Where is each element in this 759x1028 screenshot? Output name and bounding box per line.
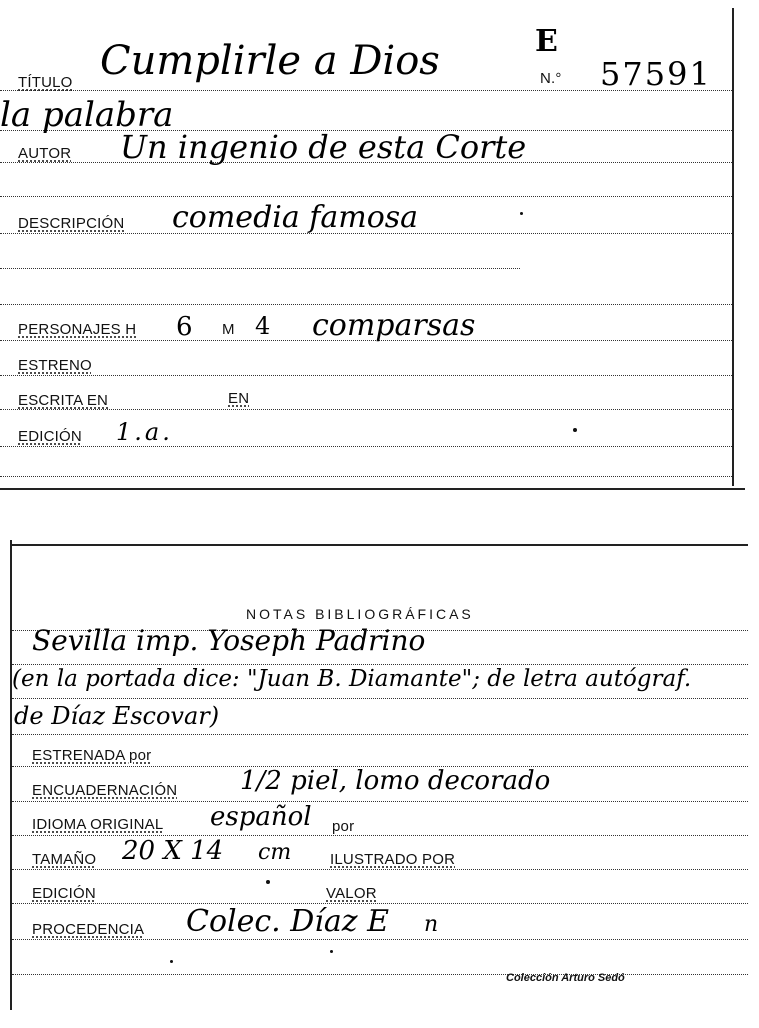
ruled-line bbox=[0, 196, 732, 197]
personajes-m-value: 4 bbox=[255, 312, 271, 340]
numero-value: 57591 bbox=[600, 55, 712, 93]
numero-label: N.° bbox=[540, 70, 562, 87]
catalog-card-top bbox=[0, 0, 740, 492]
ruled-line bbox=[0, 304, 732, 305]
ruled-line bbox=[12, 974, 748, 975]
procedencia-value: Colec. Díaz E bbox=[186, 904, 390, 939]
series-letter: E bbox=[535, 24, 558, 59]
ruled-line bbox=[12, 734, 748, 735]
ruled-line bbox=[12, 801, 748, 802]
en-label: EN bbox=[228, 390, 250, 407]
ilustrado-label: ILUSTRADO POR bbox=[330, 851, 456, 868]
escrita-en-label: ESCRITA EN bbox=[18, 392, 109, 409]
card-top-border bbox=[10, 544, 748, 546]
notas-heading: NOTAS BIBLIOGRÁFICAS bbox=[246, 606, 474, 622]
valor-label: VALOR bbox=[326, 885, 377, 902]
idioma-value: español bbox=[210, 802, 312, 832]
ruled-line bbox=[0, 409, 732, 410]
estreno-label: ESTRENO bbox=[18, 357, 92, 374]
titulo-value-line1: Cumplirle a Dios bbox=[100, 38, 440, 84]
ruled-line bbox=[12, 869, 748, 870]
ruled-line bbox=[12, 939, 748, 940]
ruled-line bbox=[0, 268, 520, 269]
edicion-value: 1.a. bbox=[116, 418, 173, 446]
ruled-line bbox=[0, 375, 732, 376]
ink-speck bbox=[266, 880, 270, 884]
titulo-label: TÍTULO bbox=[18, 74, 73, 91]
catalog-card-bottom bbox=[10, 540, 750, 1015]
estrenada-label: ESTRENADA por bbox=[32, 747, 152, 764]
idioma-label: IDIOMA ORIGINAL bbox=[32, 816, 164, 833]
titulo-value-line2: la palabra bbox=[0, 95, 174, 135]
ruled-line bbox=[12, 698, 748, 699]
ink-speck bbox=[573, 428, 577, 432]
procedencia-extra: n bbox=[424, 912, 439, 937]
collection-footer: Colección Arturo Sedó bbox=[506, 972, 625, 984]
tamano-unit: cm bbox=[258, 840, 292, 865]
idioma-por-label: por bbox=[332, 818, 355, 835]
edicion-label: EDICIÓN bbox=[18, 428, 82, 445]
descripcion-value: comedia famosa bbox=[172, 200, 419, 235]
personajes-extra-value: comparsas bbox=[312, 308, 476, 343]
note-line-1: Sevilla imp. Yoseph Padrino bbox=[32, 624, 426, 657]
tamano-label: TAMAÑO bbox=[32, 851, 97, 868]
autor-value: Un ingenio de esta Corte bbox=[120, 128, 527, 166]
card-right-border bbox=[732, 8, 734, 486]
note-line-3: de Díaz Escovar) bbox=[14, 702, 220, 730]
ruled-line bbox=[0, 446, 732, 447]
encuadernacion-label: ENCUADERNACIÓN bbox=[32, 782, 178, 799]
autor-label: AUTOR bbox=[18, 145, 72, 162]
personajes-h-value: 6 bbox=[176, 312, 193, 342]
encuadernacion-value: 1/2 piel, lomo decorado bbox=[240, 766, 551, 796]
card-bottom-border bbox=[0, 488, 745, 490]
ruled-line bbox=[0, 476, 732, 477]
note-line-2: (en la portada dice: "Juan B. Diamante"; de letra autógraf. bbox=[12, 666, 692, 692]
ink-speck bbox=[170, 960, 173, 963]
personajes-label: PERSONAJES H bbox=[18, 321, 137, 338]
ruled-line bbox=[12, 664, 748, 665]
personajes-m-label: M bbox=[222, 321, 235, 338]
tamano-value: 20 X 14 bbox=[122, 836, 224, 866]
descripcion-label: DESCRIPCIÓN bbox=[18, 215, 125, 232]
ink-speck bbox=[330, 950, 333, 953]
edicion2-label: EDICIÓN bbox=[32, 885, 96, 902]
ink-speck bbox=[520, 212, 523, 215]
procedencia-label: PROCEDENCIA bbox=[32, 921, 145, 938]
